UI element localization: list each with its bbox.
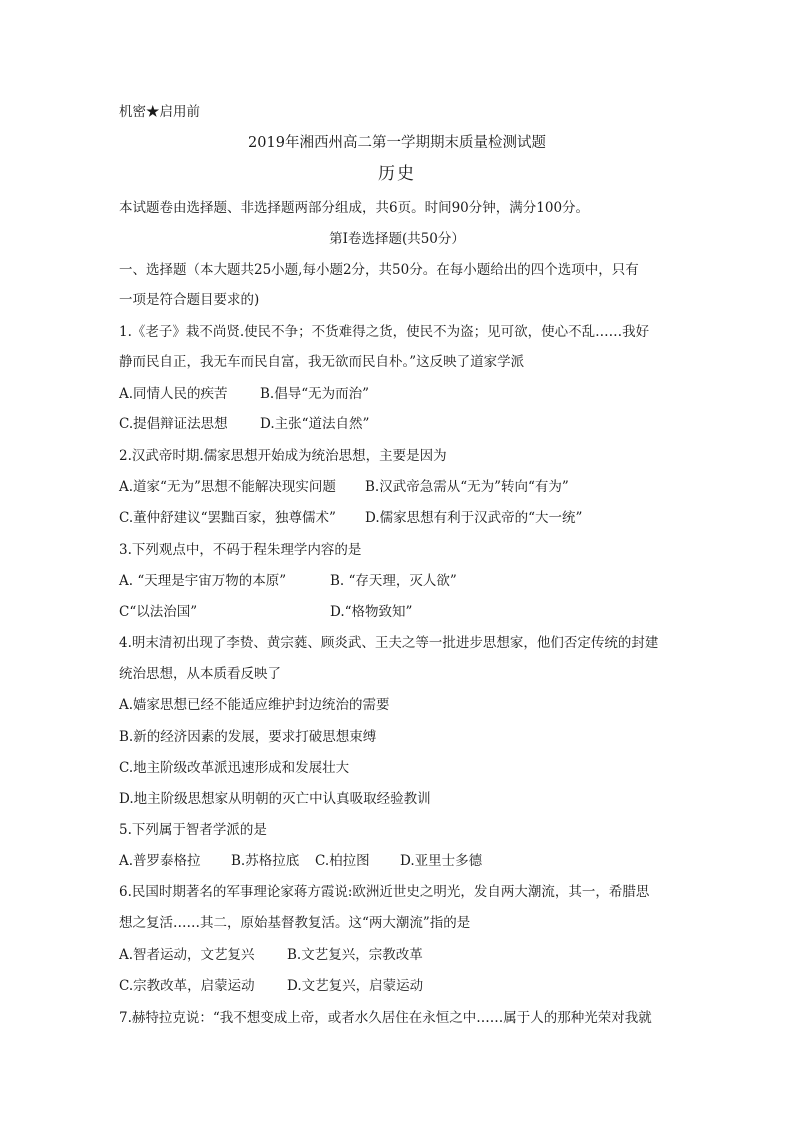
q2-option-b: B.汉武帝急需从“无为”转向“有为” xyxy=(365,479,569,495)
q6-option-d: D.文艺复兴，启蒙运动 xyxy=(287,978,424,994)
q4-stem-line2: 统治思想，从本质看反映了 xyxy=(119,666,281,682)
q2-option-a: A.道家“无为”思想不能解决现实问题 xyxy=(119,479,336,495)
q5-options-row xyxy=(119,851,719,871)
q3-option-c: C“以法治国” xyxy=(119,604,198,620)
q1-options-row2 xyxy=(119,414,719,434)
section-heading-line2: 一项是符合题目要求的) xyxy=(119,292,260,308)
q6-stem-line1: 6.民国时期著名的军事理论家蒋方霞说:欧洲近世史之明光，发自两大潮流，其一，希腊思 xyxy=(119,884,650,900)
q3-option-a: A. “天理是宇宙万物的本原” xyxy=(119,573,287,589)
q1-option-a: A.同情人民的疾苦 xyxy=(119,386,228,402)
q4-option-c: C.地主阶级改革派迅速形成和发展壮大 xyxy=(119,760,350,776)
q2-options-row2 xyxy=(119,508,719,528)
exam-title: 2019年湘西州高二第一学期期末质量检测试题 xyxy=(248,135,546,151)
q1-option-d: D.主张“道法自然” xyxy=(260,416,370,432)
q1-stem-line2: 静而民自正，我无车而民自富，我无欲而民自朴。”这反映了道家学派 xyxy=(119,354,525,370)
q5-option-d: D.亚里士多德 xyxy=(400,853,483,869)
q5-option-b: B.苏格拉底 xyxy=(231,853,300,869)
q5-option-c: C.柏拉图 xyxy=(315,853,370,869)
q5-stem: 5.下列属于智者学派的是 xyxy=(119,822,267,838)
q1-options-row1 xyxy=(119,384,719,404)
q2-option-c: C.董仲舒建议“罢黜百家，独尊儒术” xyxy=(119,510,336,526)
q6-options-row2 xyxy=(119,976,719,996)
q6-stem-line2: 想之复活……其二，原始基督教复活。这“两大潮流”指的是 xyxy=(119,915,471,931)
q4-option-b: B.新的经济因素的发展，要求打破思想束缚 xyxy=(119,729,377,745)
subject-title: 历史 xyxy=(378,164,416,184)
q7-stem-line1: 7.赫特拉克说：“我不想变成上帝，或者水久居住在永恒之中……属于人的那种光荣对我就 xyxy=(119,1010,652,1026)
q2-options-row1 xyxy=(119,477,719,497)
secret-mark: 机密★启用前 xyxy=(119,104,200,120)
q2-option-d: D.儒家思想有利于汉武帝的“大一统” xyxy=(365,510,583,526)
q1-option-b: B.倡导“无为而治” xyxy=(260,386,370,402)
exam-intro: 本试题卷由选择题、非选择题两部分组成，共6页。时间90分钟，满分100分。 xyxy=(119,200,590,216)
q3-option-d: D.“格物致知” xyxy=(330,604,413,620)
q6-options-row1 xyxy=(119,945,719,965)
q5-option-a: A.普罗泰格拉 xyxy=(119,853,201,869)
q1-stem-line1: 1.《老子》栽不尚贤.使民不争；不货难得之货，使民不为盗；见可欲，使心不乱……我好 xyxy=(119,324,650,340)
section-heading-line1: 一、选择题（本大题共25小题,每小题2分，共50分。在每小题给出的四个选项中，只有 xyxy=(119,262,639,278)
q4-stem-line1: 4.明末清初出现了李贽、黄宗蕤、顾炎武、王夫之等一批进步思想家，他们否定传统的封建 xyxy=(119,635,659,651)
q3-option-b: B. “存天理，灭人欲” xyxy=(330,573,457,589)
q4-option-d: D.地主阶级思想家从明朝的灭亡中认真吸取经验教训 xyxy=(119,791,431,807)
q6-option-c: C.宗教改革，启蒙运动 xyxy=(119,978,255,994)
q3-options-row1 xyxy=(119,571,719,591)
q6-option-b: B.文艺复兴，宗教改革 xyxy=(287,947,423,963)
q6-option-a: A.智者运动，文艺复兴 xyxy=(119,947,255,963)
part-title: 第I卷选择题(共50分） xyxy=(329,231,465,247)
q2-stem: 2.汉武帝时期.儒家思想开始成为统治思想，主要是因为 xyxy=(119,448,447,464)
q4-option-a: A.嫱家思想已经不能适应维护封边统治的需要 xyxy=(119,697,390,713)
q3-stem: 3.下列观点中，不码于程朱理学内容的是 xyxy=(119,542,362,558)
q3-options-row2 xyxy=(119,602,719,622)
q1-option-c: C.提倡辩证法思想 xyxy=(119,416,228,432)
